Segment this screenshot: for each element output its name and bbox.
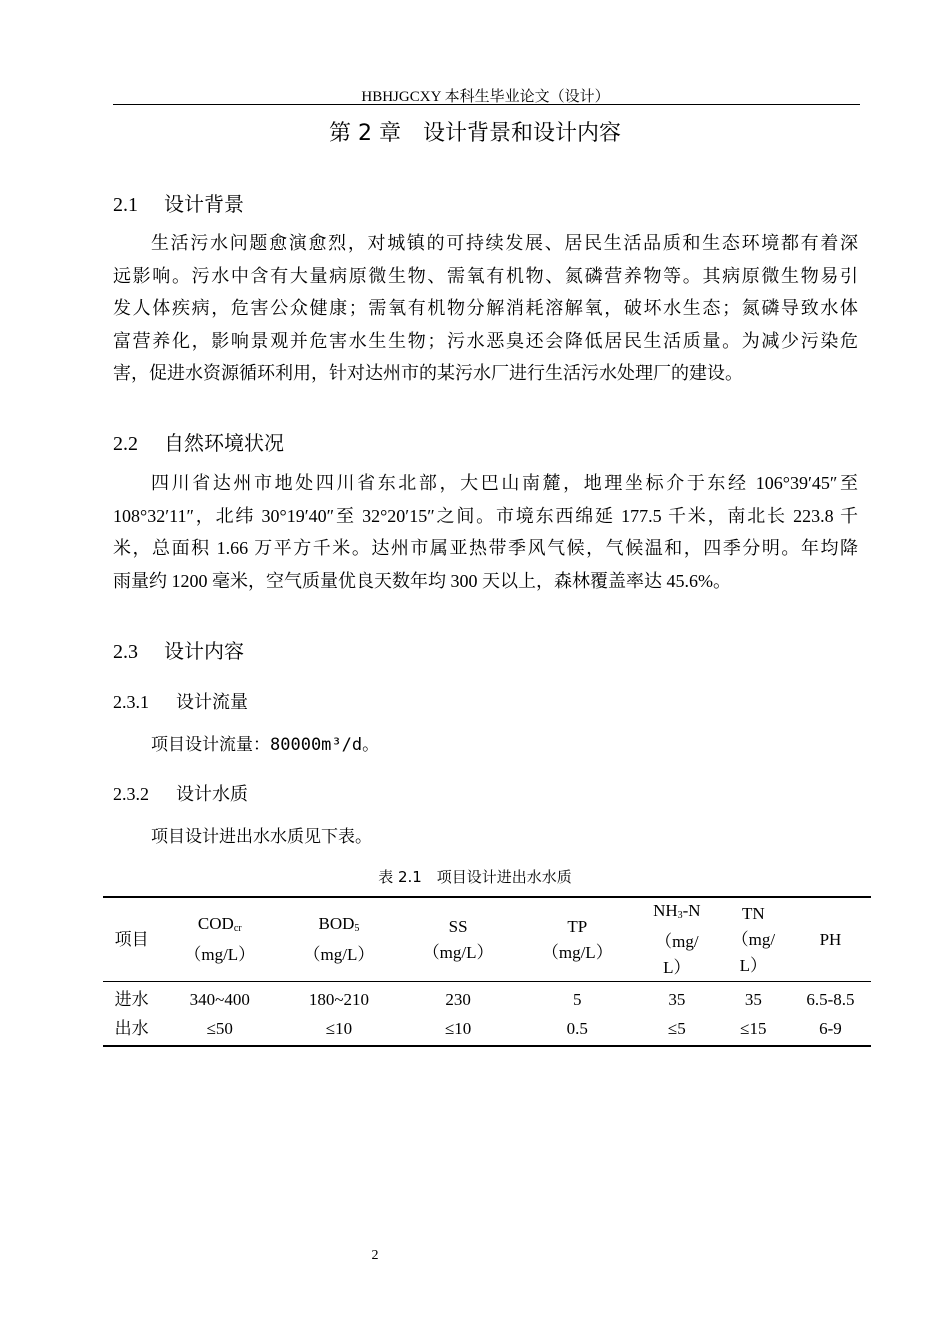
- header-unit: （mg/: [655, 932, 699, 951]
- table-row: [103, 982, 871, 1014]
- column-header: [399, 897, 518, 982]
- table-cell: 6.5-8.5: [806, 989, 855, 1009]
- table-cell: 340~400: [189, 989, 250, 1009]
- header-main: TN: [742, 903, 765, 923]
- table-cell: 6-9: [819, 1019, 842, 1038]
- text-line: 四川省达州市地处四川省东北部，大巴山南麓，地理坐标介于东经 106°39′45″至: [151, 473, 858, 493]
- running-header: HBHJGCXY 本科生毕业论文（设计）: [361, 89, 610, 105]
- section-heading-2-3: [113, 635, 244, 664]
- section-number: 2.2: [113, 433, 138, 455]
- subsection-heading-2-3-2: [113, 780, 248, 806]
- header-main: PH: [819, 929, 842, 949]
- column-header: [637, 897, 717, 982]
- text-line: 害，促进水资源循环利用，针对达州市的某污水厂进行生活污水处理厂的建设。: [113, 363, 743, 383]
- table-cell: 35: [744, 989, 762, 1009]
- header-rule: [113, 104, 860, 105]
- table-cell: 180~210: [308, 989, 370, 1009]
- table-cell: 0.5: [566, 1019, 588, 1038]
- section-heading-2-2: [113, 427, 284, 456]
- header-unit: （mg/L）: [541, 942, 613, 962]
- table-cell: ≤50: [206, 1019, 233, 1038]
- text-line: 生活污水问题愈演愈烈，对城镇的可持续发展、居民生活品质和生态环境都有着深: [151, 233, 858, 253]
- text-line: 米，总面积 1.66 万平方千米。达州市属亚热带季风气候，气候温和，四季分明。年均降: [113, 538, 858, 558]
- quality-text: 项目设计进出水水质见下表。: [151, 827, 372, 847]
- section-number: 2.3.2: [113, 784, 149, 804]
- chapter-title: 第 2 章 设计背景和设计内容: [329, 121, 621, 146]
- section-title: 自然环境状况: [164, 431, 284, 455]
- section-title: 设计水质: [176, 784, 248, 805]
- header-main: TP: [567, 916, 588, 936]
- text-line: 雨量约 1200 毫米，空气质量优良天数年均 300 天以上，森林覆盖率达 45.6%。: [113, 570, 731, 591]
- table-row: [103, 1014, 871, 1046]
- column-header: [518, 897, 637, 982]
- paragraph-environment: [113, 467, 858, 597]
- table-cell: ≤10: [444, 1019, 472, 1038]
- table-cell: ≤10: [325, 1019, 353, 1038]
- column-header: [279, 897, 398, 982]
- flow-text: 项目设计流量：80000m³/d。: [151, 735, 380, 755]
- header-main: 项目: [114, 929, 149, 950]
- header-sub: 3: [677, 910, 683, 921]
- table-header-row: [103, 897, 871, 982]
- header-unit2: L）: [739, 955, 768, 975]
- header-sub: cr: [233, 923, 242, 934]
- text-line: 发人体疾病，危害公众健康；需氧有机物分解消耗溶解氧，破坏水生态；氮磷导致水体: [113, 298, 858, 318]
- column-header: [717, 897, 790, 982]
- section-number: 2.1: [113, 194, 138, 216]
- section-title: 设计背景: [164, 192, 244, 216]
- header-unit: （mg/L）: [422, 942, 494, 962]
- column-header: [160, 897, 279, 982]
- subsection-heading-2-3-1: [113, 688, 248, 714]
- section-number: 2.3.1: [113, 692, 149, 712]
- table-cell: 230: [445, 989, 471, 1009]
- table-cell: 进水: [114, 989, 149, 1010]
- section-title: 设计流量: [176, 692, 248, 713]
- header-main: SS: [448, 916, 468, 936]
- header-unit: （mg/L）: [184, 945, 256, 964]
- section-heading-2-1: [113, 188, 244, 217]
- header-unit: （mg/: [731, 929, 776, 949]
- water-quality-table: [103, 896, 871, 1047]
- header-unit2: L）: [663, 958, 691, 977]
- table-cell: 35: [668, 989, 686, 1009]
- header-unit: （mg/L）: [303, 945, 375, 964]
- section-number: 2.3: [113, 641, 138, 663]
- table-cell: ≤5: [667, 1019, 686, 1038]
- header-main: NH: [653, 901, 678, 920]
- text-line: 108°32′11″，北纬 30°19′40″至 32°20′15″之间。市境东西绵延 177.5 千米，南北长 223.8 千: [113, 505, 858, 526]
- table-caption: 表 2.1 项目设计进出水水质: [378, 868, 572, 886]
- table-cell: ≤15: [740, 1019, 767, 1038]
- table-cell: 5: [573, 989, 582, 1009]
- page-number: 2: [371, 1248, 379, 1263]
- text-line: 富营养化，影响景观并危害水生生物；污水恶臭还会降低居民生活质量。为减少污染危: [113, 330, 858, 351]
- header-sub: 5: [354, 923, 360, 934]
- header-tail: -N: [682, 901, 701, 920]
- table-cell: 出水: [114, 1019, 149, 1039]
- paragraph-background: [113, 227, 858, 390]
- header-main: BOD: [318, 914, 355, 933]
- column-header: [790, 897, 871, 982]
- header-main: COD: [197, 914, 234, 933]
- column-header: [103, 897, 160, 982]
- text-line: 远影响。污水中含有大量病原微生物、需氧有机物、氮磷营养物等。其病原微生物易引: [113, 265, 858, 286]
- section-title: 设计内容: [164, 639, 244, 663]
